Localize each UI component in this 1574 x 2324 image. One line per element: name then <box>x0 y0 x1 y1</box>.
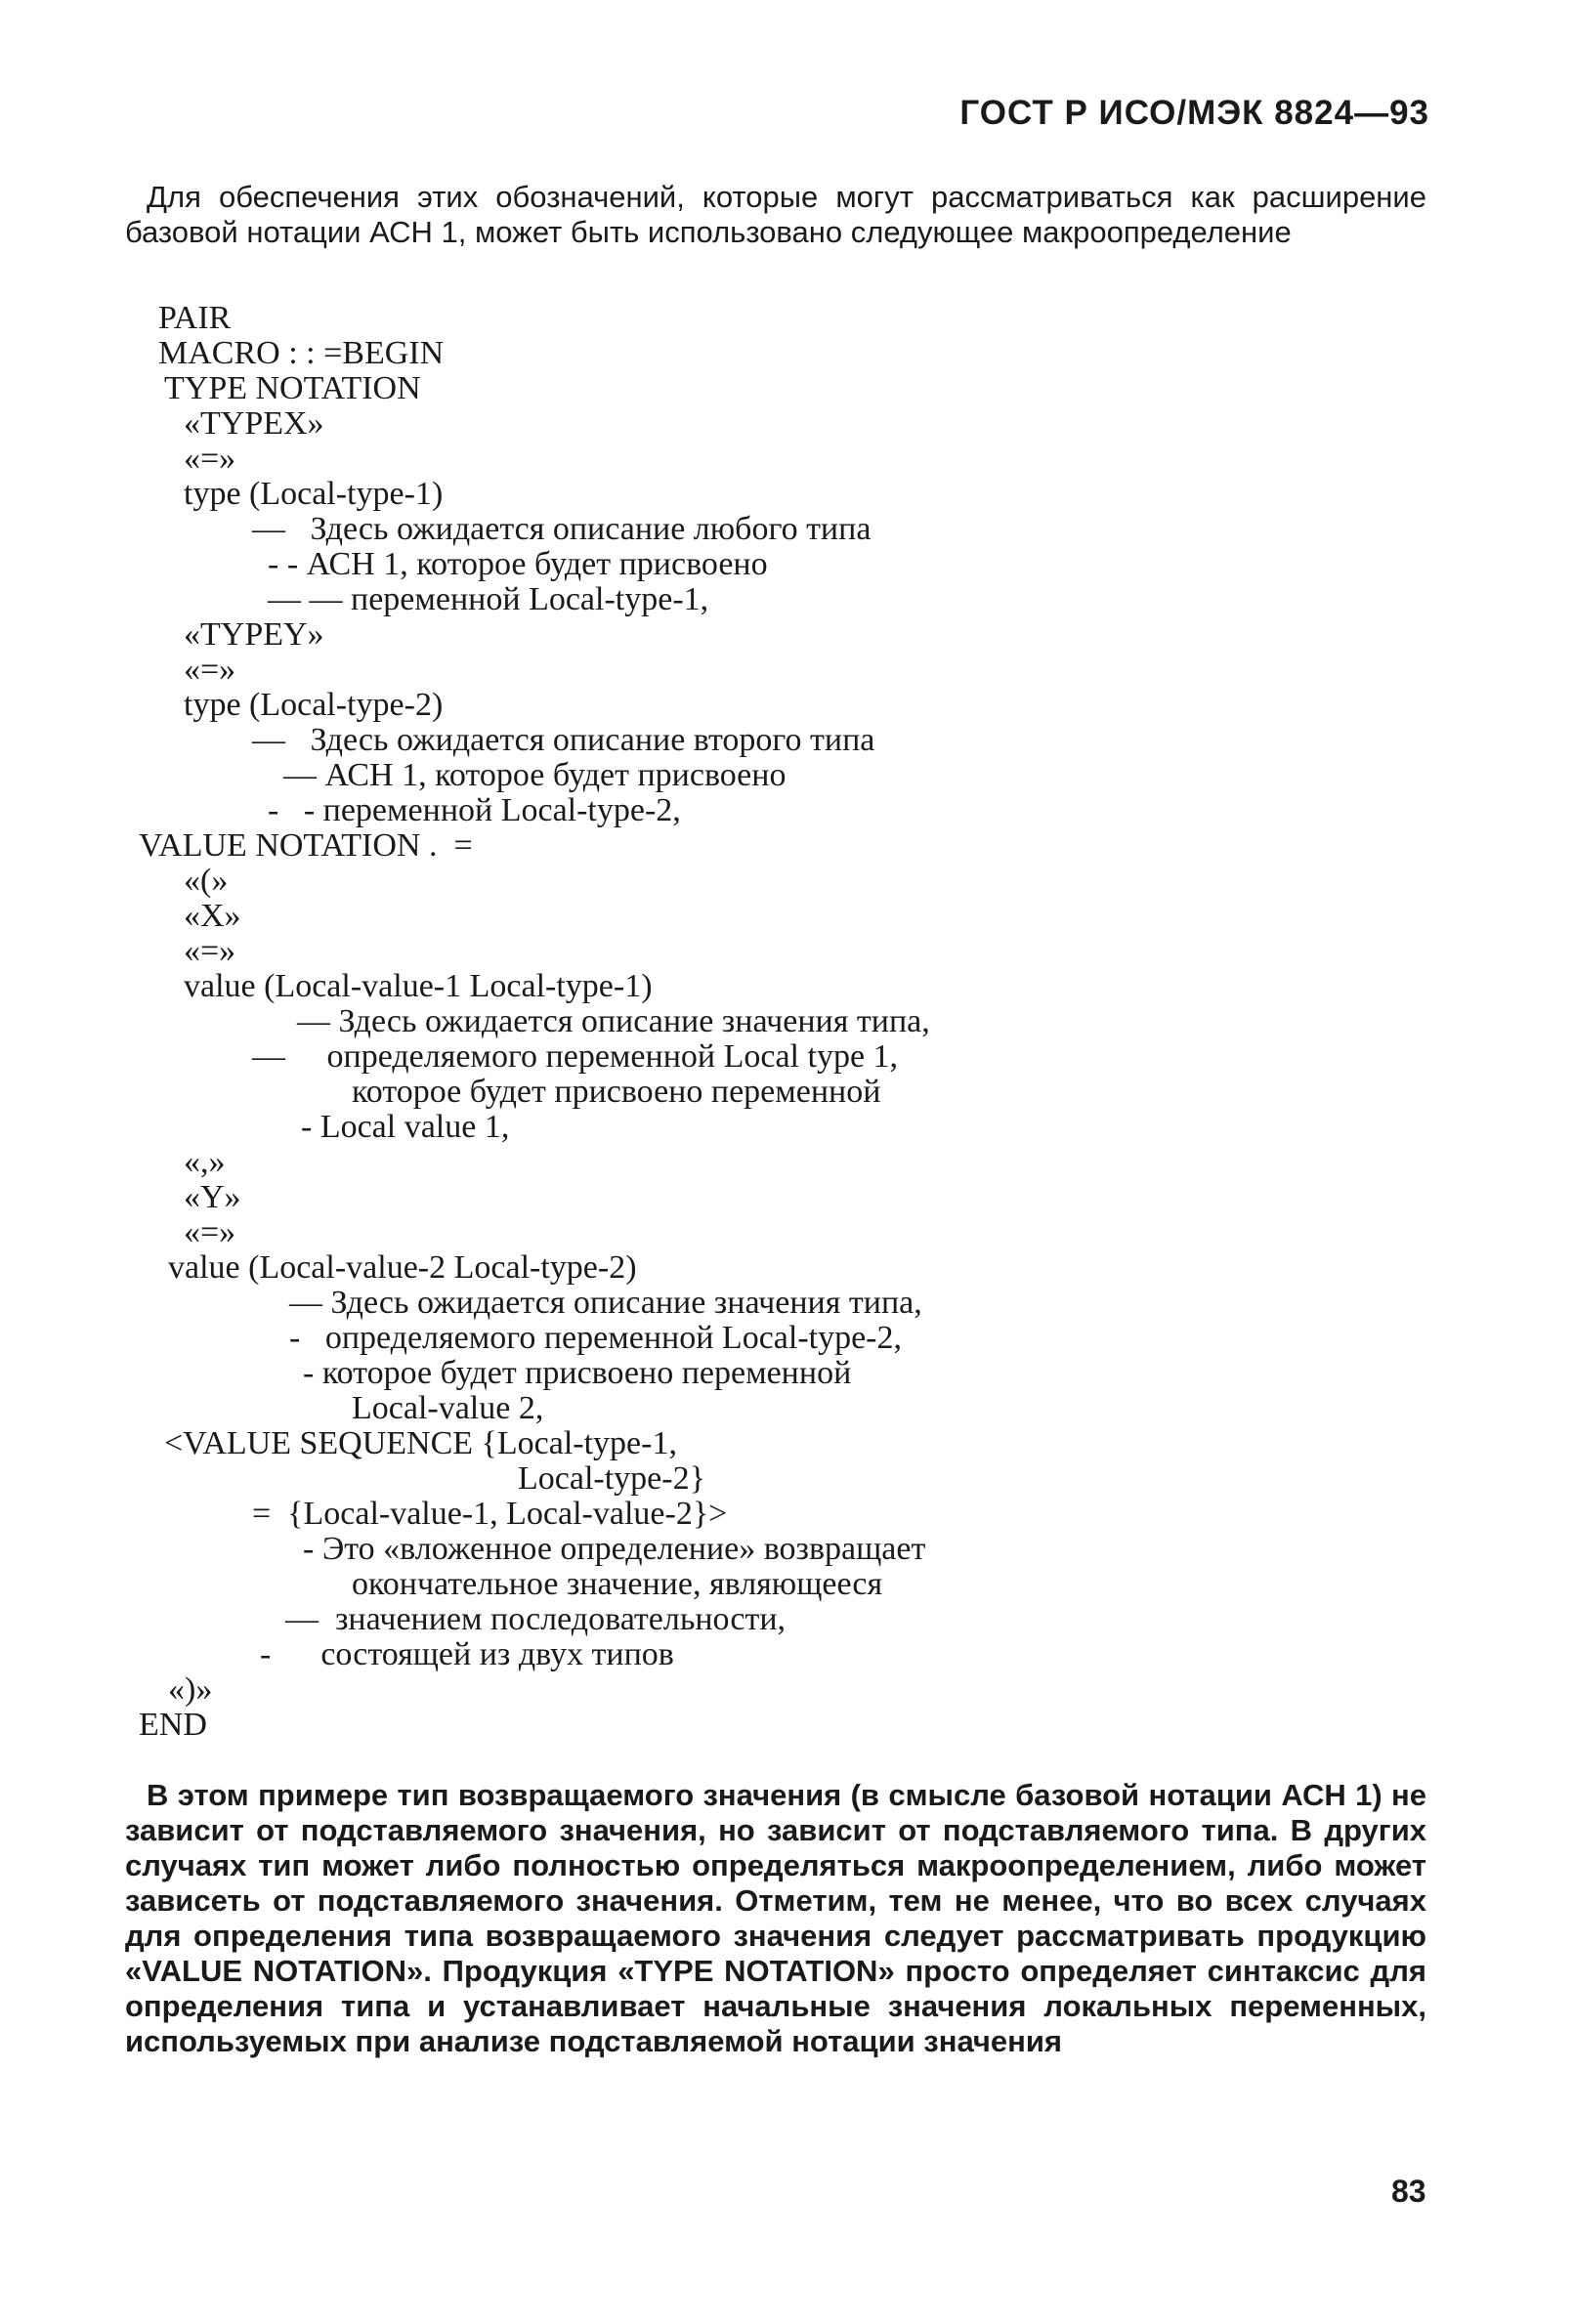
code-line: окончательное значение, являющееся <box>352 1566 883 1602</box>
code-line: value (Local-value-2 Local-type-2) <box>168 1249 637 1286</box>
code-line: value (Local-value-1 Local-type-1) <box>184 968 653 1004</box>
page-number: 83 <box>1391 2174 1426 2209</box>
code-line: - Это «вложенное определение» возвращает <box>303 1531 926 1567</box>
code-line: TYPE NOTATION <box>164 370 421 406</box>
code-line: — Здесь ожидается описание значения типа, <box>297 1003 930 1039</box>
code-line: - Local value 1, <box>301 1109 510 1145</box>
code-line: VALUE NOTATION . = <box>139 827 473 864</box>
code-line: Local-value 2, <box>352 1390 544 1426</box>
closing-paragraph: В этом примере тип возвращаемого значения (в смысле базовой нотации АСН 1) не зависит от подставляемого значения, но зависит от подставляемого типа. В других случаях тип может либо полностью определяться макроопределением, либо может зависеть от подставляемого значения. Отметим, тем не менее, что во всех случаях для определения типа возвращаемого значения следует рассматривать продукцию «VALUE NOTATION». Продукция «TYPE NOTATION» просто определяет синтаксис для определения типа и устанавливает начальные значения локальных переменных, используемых при анализе подставляемой нотации значения <box>125 1778 1426 2058</box>
code-line: MACRO : : =BEGIN <box>158 335 445 371</box>
code-line: <VALUE SEQUENCE {Local-type-1, <box>164 1425 677 1461</box>
code-line: — АСН 1, которое будет присвоено <box>283 757 787 793</box>
code-line: «=» <box>184 933 236 969</box>
code-line: — — переменной Local-type-1, <box>268 581 709 617</box>
code-line: - - переменной Local-type-2, <box>268 792 681 828</box>
code-line: «TYPEY» <box>184 616 324 653</box>
code-line: PAIR <box>158 300 232 336</box>
code-line: — значением последовательности, <box>285 1601 787 1637</box>
code-line: type (Local-type-2) <box>184 687 444 723</box>
code-line: = {Local-value-1, Local-value-2}> <box>252 1496 728 1532</box>
code-line: — Здесь ожидается описание значения типа, <box>289 1285 922 1321</box>
code-line: «)» <box>168 1671 213 1708</box>
code-line: «=» <box>184 1214 236 1250</box>
code-line: - - АСН 1, которое будет присвоено <box>268 546 768 582</box>
code-line: END <box>139 1707 207 1743</box>
code-line: — определяемого переменной Local type 1, <box>252 1038 899 1075</box>
code-line: «,» <box>184 1144 226 1180</box>
code-line: «(» <box>184 863 229 899</box>
code-line: Local-type-2} <box>518 1460 705 1497</box>
code-line: - состоящей из двух типов <box>260 1636 674 1672</box>
code-line: «TYPEX» <box>184 405 324 442</box>
intro-paragraph: Для обеспечения этих обозначений, которые могут рассматриваться как расширение базовой нотации АСН 1, может быть использовано следующее макроопределение <box>125 180 1426 249</box>
code-line: — Здесь ожидается описание любого типа <box>252 511 872 547</box>
code-line: которое будет присвоено переменной <box>352 1074 881 1110</box>
code-line: — Здесь ожидается описание второго типа <box>252 722 875 758</box>
code-line: «=» <box>184 652 236 688</box>
code-line: type (Local-type-1) <box>184 476 444 512</box>
standard-header: ГОСТ Р ИСО/МЭК 8824—93 <box>959 94 1429 132</box>
code-line: «=» <box>184 441 236 477</box>
code-line: «X» <box>184 898 241 934</box>
code-line: - которое будет присвоено переменной <box>303 1355 852 1391</box>
code-line: «Y» <box>184 1179 241 1215</box>
code-line: - определяемого переменной Local-type-2, <box>289 1320 903 1356</box>
